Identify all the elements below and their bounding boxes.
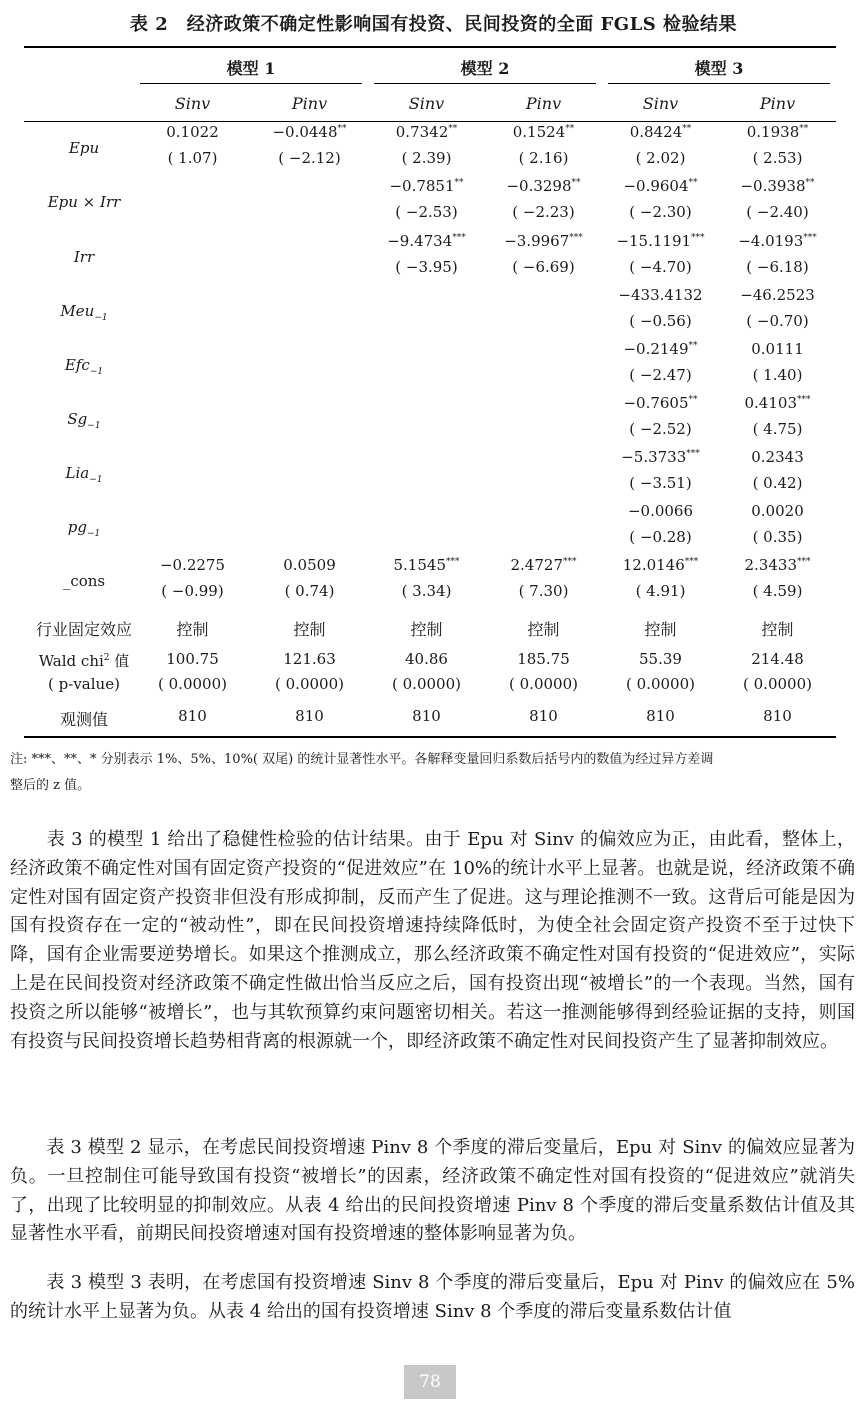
coefficient-value: −0.3298 [506, 177, 572, 195]
coefficient-value: 0.8424 [629, 123, 683, 141]
significance-stars: ** [688, 395, 698, 405]
significance-stars: ** [682, 124, 692, 134]
significance-stars: ** [454, 178, 464, 188]
significance-stars: *** [803, 233, 817, 243]
coefficient-value: −46.2523 [740, 286, 815, 304]
model-header-rule-3 [608, 83, 830, 84]
z-value-cell: ( 0.42) [752, 474, 803, 492]
coefficient-cell [719, 556, 836, 574]
coefficient-value: 0.1938 [746, 123, 800, 141]
coefficient-cell [368, 556, 485, 574]
coefficient-cell [719, 177, 836, 195]
significance-stars: *** [684, 557, 699, 567]
coefficient-cell [602, 123, 719, 141]
row-label [24, 139, 144, 157]
row-label [24, 518, 144, 539]
significance-stars: ** [688, 178, 698, 188]
z-value-cell: ( 1.07) [167, 149, 218, 167]
table-note-line1: 注: ***、**、* 分别表示 1%、5%、10%( 双尾) 的统计显著性水平。各解释变量回归系数后括号内的数值为经过异方差调 [10, 752, 714, 767]
fixed-effects-label: 行业固定效应 [35, 620, 132, 639]
coefficient-cell [485, 232, 602, 250]
z-value-cell: ( 4.59) [752, 582, 803, 600]
observations-cell: 810 [763, 707, 792, 725]
coefficient-cell [602, 448, 719, 466]
wald-value-cell: 185.75 [517, 650, 570, 668]
coefficient-cell [368, 177, 485, 195]
column-header: Sinv [408, 94, 445, 113]
coefficient-value: −0.7851 [389, 177, 455, 195]
pvalue-cell: ( 0.0000) [392, 675, 461, 693]
significance-stars: ** [688, 341, 698, 351]
row-label-text: Sg [67, 410, 88, 428]
column-header: Pinv [291, 94, 328, 113]
coefficient-cell [134, 556, 251, 574]
row-label [24, 248, 144, 266]
coefficient-cell [134, 123, 251, 141]
fixed-effects-cell: 控制 [410, 620, 443, 639]
coefficient-value: −4.0193 [738, 232, 804, 250]
coefficient-value: 0.4103 [744, 394, 797, 412]
z-value-cell: ( 2.39) [401, 149, 452, 167]
pvalue-label: ( p-value) [48, 675, 120, 693]
row-label-text: Lia [65, 464, 90, 482]
table-header-rule [24, 121, 836, 122]
z-value-cell: ( −2.40) [746, 203, 809, 221]
row-label-subscript: −1 [89, 475, 103, 485]
row-label-text: Epu × Irr [47, 193, 121, 211]
wald-label-suffix: 值 [109, 652, 130, 670]
wald-value-cell: 100.75 [166, 650, 219, 668]
z-value-cell: ( −0.56) [629, 312, 692, 330]
coefficient-cell [602, 232, 719, 250]
z-value-cell: ( 2.02) [635, 149, 686, 167]
row-label [24, 572, 144, 590]
coefficient-cell [368, 232, 485, 250]
column-header: Pinv [525, 94, 562, 113]
z-value-cell: ( −3.51) [629, 474, 692, 492]
coefficient-cell [719, 286, 836, 304]
coefficient-cell [485, 556, 602, 574]
coefficient-cell [719, 232, 836, 250]
observations-cell: 810 [295, 707, 324, 725]
z-value-cell: ( −0.70) [746, 312, 809, 330]
coefficient-cell [602, 340, 719, 358]
observations-cell: 810 [178, 707, 207, 725]
fixed-effects-cell: 控制 [644, 620, 677, 639]
coefficient-value: 0.1022 [166, 123, 219, 141]
column-header: Sinv [642, 94, 679, 113]
pvalue-cell: ( 0.0000) [743, 675, 812, 693]
coefficient-cell [485, 123, 602, 141]
significance-stars: *** [569, 233, 583, 243]
wald-value-cell: 40.86 [405, 650, 448, 668]
z-value-cell: ( 3.34) [401, 582, 452, 600]
z-value-cell: ( 0.35) [752, 528, 803, 546]
z-value-cell: ( −2.12) [278, 149, 341, 167]
wald-value-cell: 214.48 [751, 650, 804, 668]
paragraph-1: 表 3 的模型 1 给出了稳健性检验的估计结果。由于 Epu 对 Sinv 的偏效应为正，由此看，整体上，经济政策不确定性对国有固定资产投资的“促进效应”在 10%的统计水平上显著。也就是说，经济政策不确定性对国有固定资产投资非但没有形成抑制，反而产生了促进。这与理论推测不一致。这背后可能是因为国有投资存在一定的“被动性”，即在民间投资增速持续降低时，为使全社会固定资产投资不至于过快下降，国有企业需要逆势增长。如果这个推测成立，那么经济政策不确定性对国有投资的“促进效应”，实际上是在民间投资对经济政策不确定性做出恰当反应之后，国有投资出现“被增长”的一个表现。当然，国有投资之所以能够“被增长”，也与其软预算约束问题密切相关。若这一推测能够得到经验证据的支持，则国有投资与民间投资增长趋势相背离的根源就一个，即经济政策不确定性对民间投资产生了显著抑制效应。 [10, 829, 855, 1052]
row-label-subscript: −1 [86, 529, 101, 539]
paragraph-2: 表 3 模型 2 显示，在考虑民间投资增速 Pinv 8 个季度的滞后变量后，Epu 对 Sinv 的偏效应显著为负。一旦控制住可能导致国有投资“被增长”的因素，经济政策不确定性对国有投资的“促进效应”就消失了，出现了比较明显的抑制效应。从表 4 给出的民间投资增速 Pinv 8 个季度的滞后变量系数估计值及其显著性水平看，前期民间投资增速对国有投资增速的整体影响显著为负。 [10, 1137, 855, 1245]
coefficient-cell [719, 448, 836, 466]
coefficient-value: −0.0448 [272, 123, 338, 141]
coefficient-value: 2.3433 [744, 556, 797, 574]
coefficient-cell [602, 556, 719, 574]
row-label [24, 410, 144, 431]
observations-cell: 810 [412, 707, 441, 725]
coefficient-value: −0.2149 [623, 340, 689, 358]
coefficient-value: 0.0509 [283, 556, 336, 574]
coefficient-value: −5.3733 [621, 448, 687, 466]
fixed-effects-cell: 控制 [527, 620, 560, 639]
coefficient-value: −15.1191 [616, 232, 692, 250]
observations-cell: 810 [529, 707, 558, 725]
coefficient-value: −0.3938 [740, 177, 806, 195]
z-value-cell: ( 4.91) [635, 582, 686, 600]
model-header-3: 模型 3 [694, 59, 744, 78]
coefficient-value: −3.9967 [504, 232, 570, 250]
pvalue-cell: ( 0.0000) [626, 675, 695, 693]
z-value-cell: ( 1.40) [752, 366, 803, 384]
z-value-cell: ( −4.70) [629, 258, 692, 276]
pvalue-cell: ( 0.0000) [158, 675, 227, 693]
z-value-cell: ( −2.53) [395, 203, 458, 221]
row-label-subscript: −1 [94, 313, 108, 323]
coefficient-value: 2.4727 [510, 556, 563, 574]
z-value-cell: ( −6.69) [512, 258, 575, 276]
fixed-effects-cell: 控制 [176, 620, 209, 639]
coefficient-cell [251, 556, 368, 574]
wald-value-cell: 121.63 [283, 650, 336, 668]
fixed-effects-cell: 控制 [293, 620, 326, 639]
model-header-rule-2 [374, 83, 596, 84]
row-label-text: Epu [68, 139, 100, 157]
row-label-text: Irr [73, 248, 95, 266]
coefficient-value: −0.7605 [623, 394, 689, 412]
row-label-subscript: −1 [89, 367, 104, 377]
coefficient-cell [602, 177, 719, 195]
significance-stars: ** [571, 178, 581, 188]
z-value-cell: ( −3.95) [395, 258, 458, 276]
z-value-cell: ( −2.30) [629, 203, 692, 221]
z-value-cell: ( 2.16) [518, 149, 569, 167]
row-label [24, 356, 144, 377]
z-value-cell: ( −2.52) [629, 420, 692, 438]
coefficient-value: −9.4734 [387, 232, 453, 250]
significance-stars: ** [448, 124, 458, 134]
row-label-text: Efc [64, 356, 90, 374]
table-title: 表 2 经济政策不确定性影响国有投资、民间投资的全面 FGLS 检验结果 [129, 14, 738, 35]
coefficient-cell [719, 394, 836, 412]
table-bottom-rule [24, 736, 836, 738]
coefficient-cell [602, 502, 719, 520]
significance-stars: ** [805, 178, 815, 188]
coefficient-value: 0.1524 [512, 123, 566, 141]
coefficient-value: 5.1545 [393, 556, 446, 574]
row-label-text: Meu [60, 302, 95, 320]
column-header: Sinv [174, 94, 211, 113]
observations-cell: 810 [646, 707, 675, 725]
coefficient-cell [602, 286, 719, 304]
coefficient-value: −433.4132 [618, 286, 703, 304]
significance-stars: *** [797, 395, 811, 405]
significance-stars: ** [337, 124, 347, 134]
row-label-text: pg [67, 518, 87, 536]
significance-stars: *** [686, 449, 700, 459]
model-header-1: 模型 1 [226, 59, 276, 78]
z-value-cell: ( 4.75) [752, 420, 803, 438]
coefficient-cell [251, 123, 368, 141]
pvalue-cell: ( 0.0000) [509, 675, 578, 693]
significance-stars: *** [446, 557, 460, 567]
coefficient-cell [719, 340, 836, 358]
row-label [24, 464, 144, 485]
coefficient-value: 0.2343 [751, 448, 804, 466]
wald-label-superscript: 2 [103, 653, 110, 663]
z-value-cell: ( −2.23) [512, 203, 575, 221]
table-note-line2: 整后的 z 值。 [10, 778, 91, 793]
z-value-cell: ( −6.18) [746, 258, 809, 276]
row-label-subscript: −1 [87, 421, 101, 431]
coefficient-value: 0.0111 [751, 340, 804, 358]
observations-label: 观测值 [59, 710, 108, 729]
z-value-cell: ( −0.99) [161, 582, 224, 600]
significance-stars: *** [563, 557, 577, 567]
paragraph-3: 表 3 模型 3 表明，在考虑国有投资增速 Sinv 8 个季度的滞后变量后，Epu 对 Pinv 的偏效应在 5%的统计水平上显著为负。从表 4 给出的国有投资增速 Sinv 8 个季度的滞后变量系数估计值 [10, 1272, 855, 1322]
coefficient-cell [368, 123, 485, 141]
wald-value-cell: 55.39 [639, 650, 682, 668]
wald-label [24, 650, 144, 671]
z-value-cell: ( −2.47) [629, 366, 692, 384]
pvalue-cell: ( 0.0000) [275, 675, 344, 693]
coefficient-value: 0.7342 [395, 123, 449, 141]
coefficient-value: −0.9604 [623, 177, 689, 195]
significance-stars: *** [691, 233, 705, 243]
significance-stars: *** [452, 233, 466, 243]
significance-stars: *** [797, 557, 811, 567]
significance-stars: ** [799, 124, 809, 134]
coefficient-value: 12.0146 [622, 556, 685, 574]
column-header: Pinv [759, 94, 796, 113]
row-label-text: _cons [62, 572, 106, 590]
coefficient-value: 0.0020 [751, 502, 804, 520]
table-note [10, 747, 855, 799]
coefficient-cell [602, 394, 719, 412]
table-top-rule [24, 46, 836, 48]
model-header-2: 模型 2 [460, 59, 510, 78]
coefficient-cell [485, 177, 602, 195]
row-label [24, 193, 144, 211]
z-value-cell: ( 0.74) [284, 582, 335, 600]
row-label [24, 302, 144, 323]
model-header-rule-1 [140, 83, 362, 84]
fixed-effects-cell: 控制 [761, 620, 794, 639]
significance-stars: ** [565, 124, 575, 134]
coefficient-value: −0.0066 [627, 502, 694, 520]
coefficient-cell [719, 502, 836, 520]
z-value-cell: ( 7.30) [518, 582, 569, 600]
z-value-cell: ( −0.28) [629, 528, 692, 546]
z-value-cell: ( 2.53) [752, 149, 803, 167]
coefficient-cell [719, 123, 836, 141]
page-number: 78 [404, 1365, 456, 1399]
wald-label-text: Wald chi [38, 652, 104, 670]
coefficient-value: −0.2275 [159, 556, 226, 574]
